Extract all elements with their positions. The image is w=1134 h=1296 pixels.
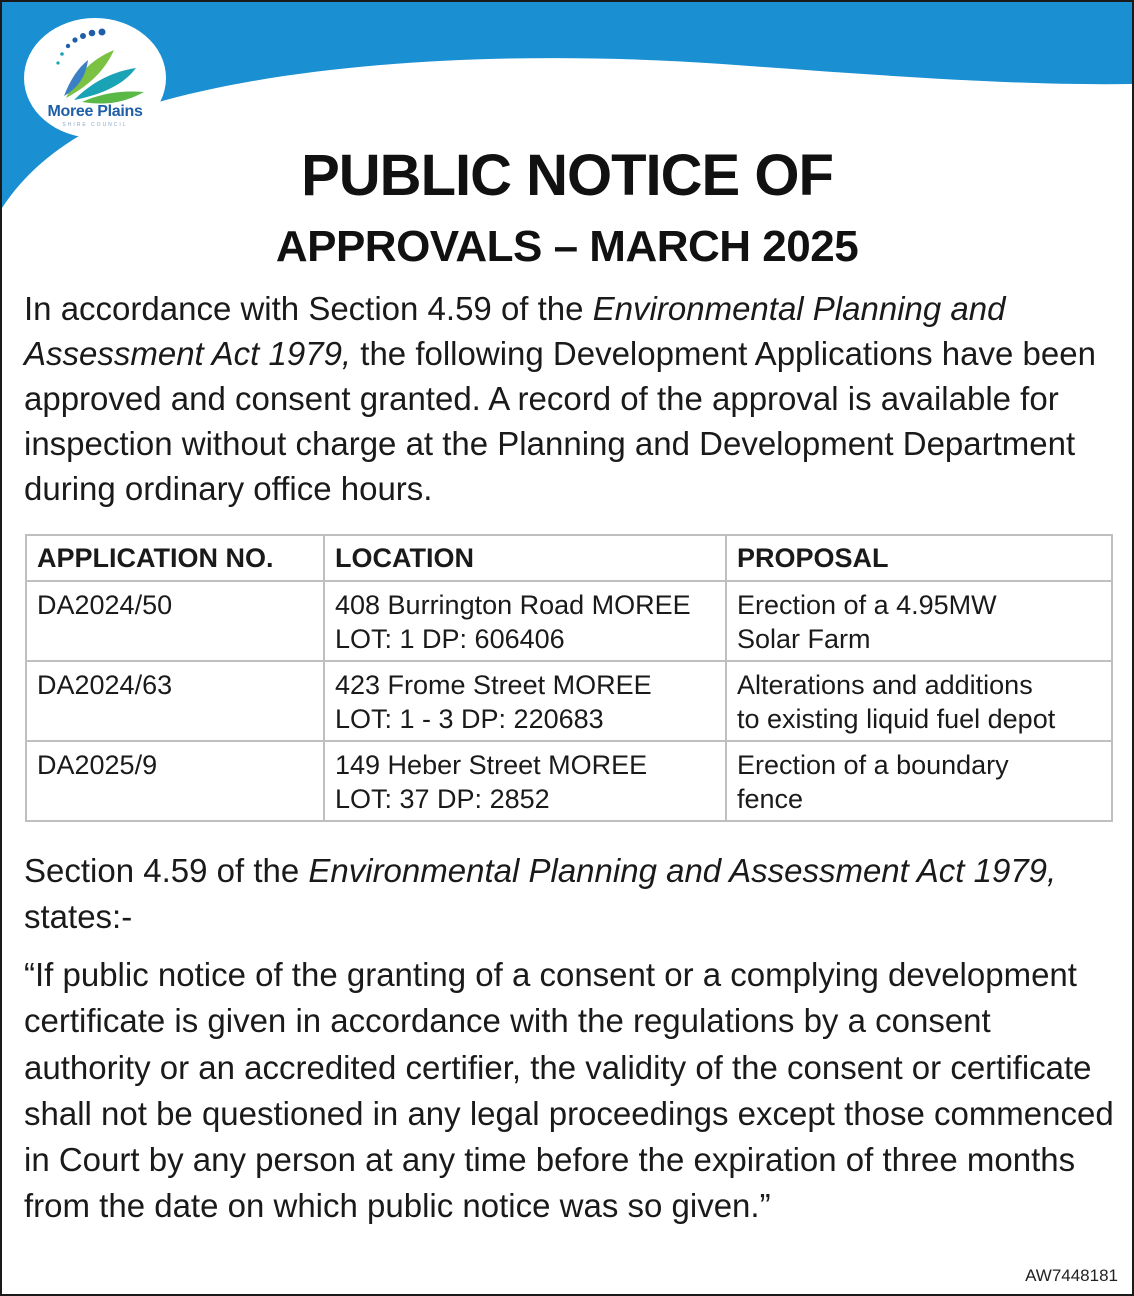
section-paragraph (24, 848, 1114, 940)
table-row (26, 661, 1112, 741)
location-cell (324, 661, 726, 741)
location-lot: LOT: 37 DP: 2852 (335, 784, 550, 814)
table-row (26, 741, 1112, 821)
location-address: 149 Heber Street MOREE (335, 750, 648, 780)
proposal-line: Erection of a 4.95MW (737, 590, 997, 620)
advert-reference: AW7448181 (1025, 1266, 1118, 1285)
proposal-line: Alterations and additions (737, 670, 1033, 700)
location-cell (324, 581, 726, 661)
table-row (26, 581, 1112, 661)
proposal-line: fence (737, 784, 804, 814)
application-no: DA2025/9 (26, 741, 324, 821)
section-act-name: Environmental Planning and Assessment Act 1979, (308, 852, 1057, 889)
quoted-section-text: “If public notice of the granting of a consent or a complying development certificate is given in accordance with the regulations by a consent authority or an accredited certifier, the validity of the consent or certificate shall not be questioned in any legal proceedings except those commenced in Court by any person at any time before the expiration of three months from the date on which public notice was so given.” (24, 956, 1114, 1225)
approvals-table (25, 534, 1113, 822)
location-address: 423 Frome Street MOREE (335, 670, 652, 700)
application-no: DA2024/63 (26, 661, 324, 741)
location-lot: LOT: 1 DP: 606406 (335, 624, 565, 654)
notice-subtitle: APPROVALS – MARCH 2025 (275, 222, 859, 271)
application-no: DA2024/50 (26, 581, 324, 661)
intro-text-2: the following Development Applications have been approved and consent granted. A record of the approval is available for inspection without charge at the Planning and Development Department during ordinary office hours. (24, 335, 1096, 507)
logo-subtitle: SHIRE COUNCIL (62, 122, 128, 128)
proposal-line: Solar Farm (737, 624, 871, 654)
proposal-cell (726, 581, 1112, 661)
proposal-cell (726, 661, 1112, 741)
header-location: LOCATION (324, 535, 726, 581)
proposal-line: Erection of a boundary (737, 750, 1009, 780)
table-header-row (26, 535, 1112, 581)
logo-name: Moree Plains (47, 103, 143, 120)
location-cell (324, 741, 726, 821)
section-text-1: Section 4.59 of the (24, 852, 309, 889)
intro-act-name: Environmental Planning and Assessment Act 1979, (24, 290, 1006, 372)
council-logo (24, 18, 166, 138)
section-text-2: states:- (24, 898, 133, 935)
location-lot: LOT: 1 - 3 DP: 220683 (335, 704, 604, 734)
intro-text-1: In accordance with Section 4.59 of the (24, 290, 593, 327)
proposal-cell (726, 741, 1112, 821)
notice-title: PUBLIC NOTICE OF (301, 143, 833, 208)
proposal-line: to existing liquid fuel depot (737, 704, 1056, 734)
header-application-no: APPLICATION NO. (26, 535, 324, 581)
header-proposal: PROPOSAL (726, 535, 1112, 581)
intro-paragraph (24, 286, 1114, 511)
location-address: 408 Burrington Road MOREE (335, 590, 691, 620)
